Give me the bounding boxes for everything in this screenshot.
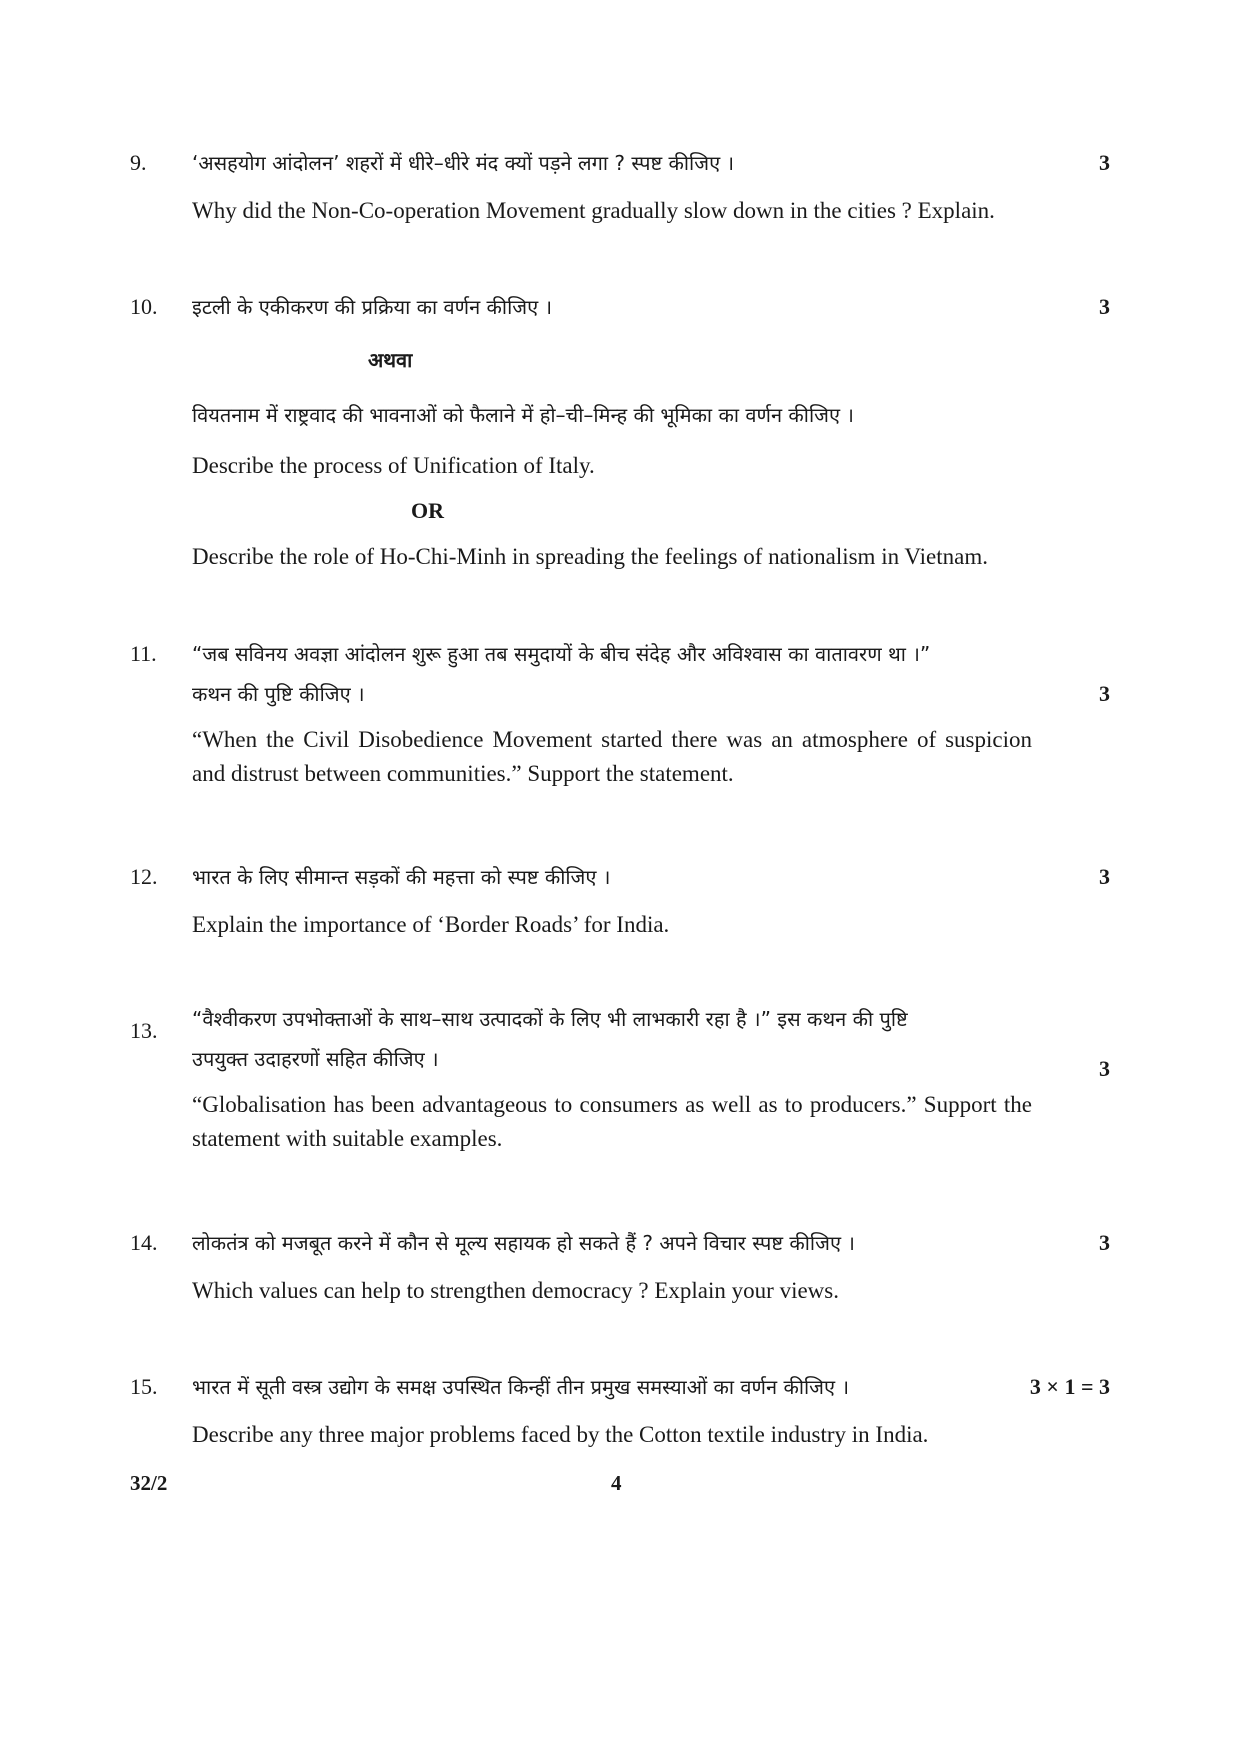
- question-marks: 3: [1099, 864, 1110, 889]
- question-hindi-line1: “वैश्वीकरण उपभोक्ताओं के साथ–साथ उत्पादकों के लिए भी लाभकारी रहा है ।” इस कथन की पुष्टि: [192, 1007, 908, 1031]
- question-number: 9.: [130, 150, 147, 175]
- question-number: 15.: [130, 1374, 158, 1399]
- question-hindi: भारत के लिए सीमान्त सड़कों की महत्ता को स्पष्ट कीजिए ।: [192, 865, 611, 889]
- question-9: [130, 146, 1110, 226]
- or-separator-hindi: अथवा: [368, 348, 413, 372]
- question-english: Why did the Non-Co-operation Movement gradually slow down in the cities ? Explain.: [192, 198, 995, 223]
- question-hindi-line1: “जब सविनय अवज्ञा आंदोलन शुरू हुआ तब समुदायों के बीच संदेह और अविश्वास का वातावरण था ।”: [192, 642, 931, 666]
- question-english: “When the Civil Disobedience Movement started there was an atmosphere of suspicion and distrust between communities.” Support the statement.: [192, 727, 1032, 786]
- question-14: [130, 1226, 1110, 1306]
- question-marks: 3: [1099, 294, 1110, 319]
- question-number: 10.: [130, 294, 158, 319]
- question-number: 11.: [130, 641, 157, 666]
- question-15: [130, 1370, 1110, 1450]
- question-12: [130, 860, 1110, 940]
- question-number: 13.: [130, 1018, 158, 1043]
- question-hindi: ‘असहयोग आंदोलन’ शहरों में धीरे–धीरे मंद क्यों पड़ने लगा ? स्पष्ट कीजिए ।: [192, 151, 735, 175]
- page-number: 4: [611, 1471, 622, 1495]
- question-marks: 3: [1099, 1056, 1110, 1081]
- question-marks: 3: [1099, 150, 1110, 175]
- question-marks: 3: [1099, 681, 1110, 706]
- question-english: Describe the process of Unification of Italy.: [192, 453, 595, 478]
- question-10: [130, 290, 1110, 570]
- question-hindi: भारत में सूती वस्त्र उद्योग के समक्ष उपस्थित किन्हीं तीन प्रमुख समस्याओं का वर्णन कीजिए ।: [192, 1375, 850, 1399]
- paper-code: 32/2: [130, 1471, 168, 1495]
- question-hindi-alternative: वियतनाम में राष्ट्रवाद की भावनाओं को फैलाने में हो–ची–मिन्ह की भूमिका का वर्णन कीजिए ।: [192, 403, 854, 427]
- question-english: Which values can help to strengthen democracy ? Explain your views.: [192, 1278, 839, 1303]
- question-english-alternative: Describe the role of Ho-Chi-Minh in spreading the feelings of nationalism in Vietnam.: [192, 544, 988, 569]
- question-english: Describe any three major problems faced by the Cotton textile industry in India.: [192, 1422, 929, 1447]
- question-hindi-line2: उपयुक्त उदाहरणों सहित कीजिए ।: [192, 1047, 439, 1071]
- question-marks: 3: [1099, 1230, 1110, 1255]
- question-11: [130, 637, 1110, 807]
- question-number: 14.: [130, 1230, 158, 1255]
- question-english: Explain the importance of ‘Border Roads’ for India.: [192, 912, 670, 937]
- question-hindi: इटली के एकीकरण की प्रक्रिया का वर्णन कीजिए ।: [192, 295, 553, 319]
- question-hindi-line2: कथन की पुष्टि कीजिए ।: [192, 682, 365, 706]
- question-english: “Globalisation has been advantageous to consumers as well as to producers.” Support the statement with suitable examples.: [192, 1092, 1032, 1151]
- question-hindi: लोकतंत्र को मजबूत करने में कौन से मूल्य सहायक हो सकते हैं ? अपने विचार स्पष्ट कीजिए ।: [192, 1231, 855, 1255]
- question-number: 12.: [130, 864, 158, 889]
- or-separator-english: OR: [411, 498, 444, 523]
- question-marks: 3 × 1 = 3: [1029, 1374, 1110, 1399]
- question-13: [130, 1002, 1110, 1172]
